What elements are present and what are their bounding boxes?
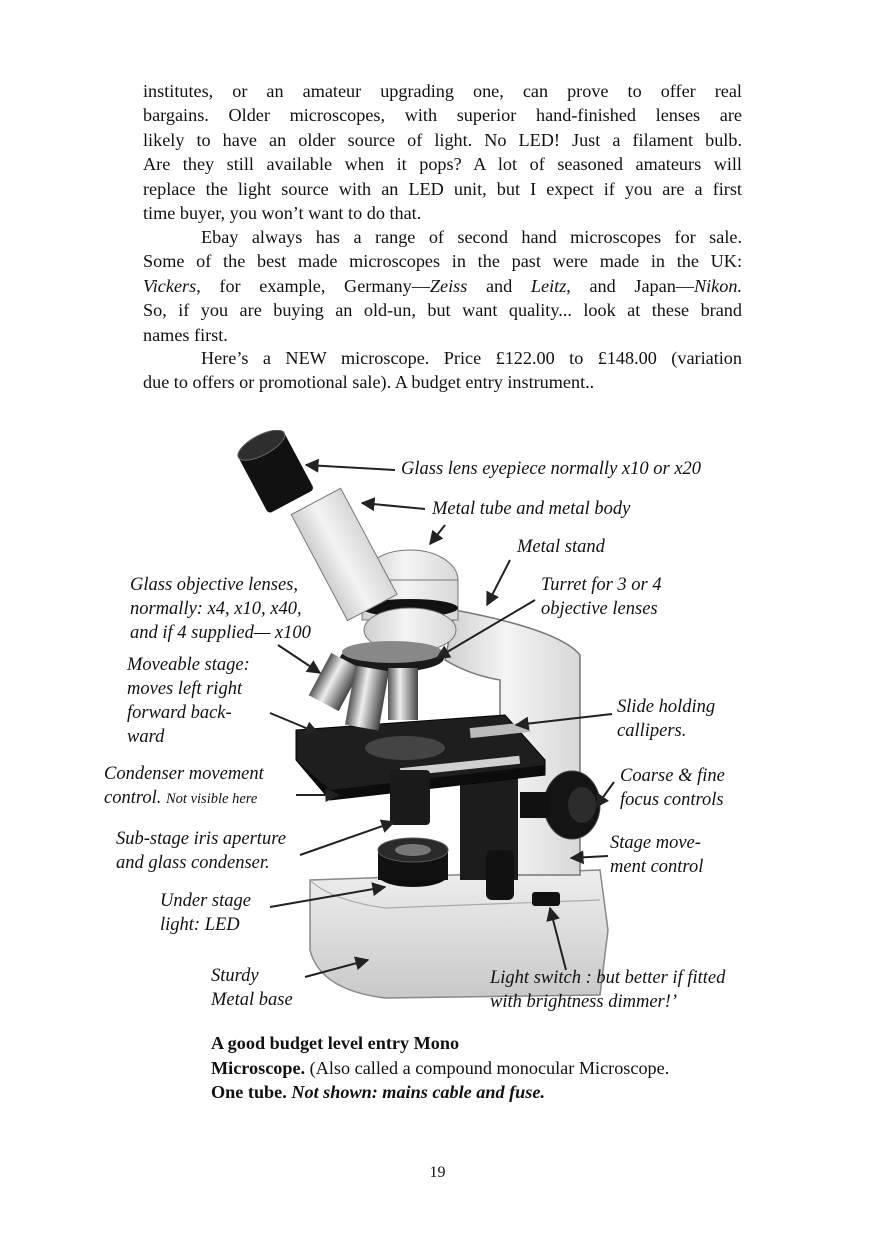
- label-line: Moveable stage:: [127, 655, 250, 675]
- caption-text: (Also called a compound monocular Microscope.: [305, 1057, 670, 1078]
- label-line: normally: x4, x10, x40,: [130, 599, 302, 619]
- text-line: replace the light source with an LED unit, but I expect if you are a first: [143, 178, 742, 199]
- caption-line: [211, 1080, 669, 1105]
- text-line: bargains. Older microscopes, with superior hand-finished lenses are: [143, 105, 742, 126]
- paragraph-3: [143, 346, 742, 395]
- label-stage: [127, 653, 250, 749]
- label-iris: [116, 827, 286, 875]
- text-line: names first.: [143, 324, 228, 345]
- label-line: Under stage: [160, 891, 251, 911]
- label-objectives: [130, 573, 311, 645]
- text-fragment: , and Japan—: [566, 275, 694, 296]
- label-line: and glass condenser.: [116, 853, 270, 873]
- label-line: [104, 786, 264, 811]
- label-eyepiece: Glass lens eyepiece normally x10 or x20: [401, 459, 702, 479]
- page-number: 19: [429, 1164, 446, 1181]
- label-switch: [490, 966, 725, 1014]
- label-line: Metal base: [211, 990, 293, 1010]
- label-line: Sturdy: [211, 966, 259, 986]
- label-line: Condenser movement: [104, 764, 264, 784]
- text-line: due to offers or promotional sale). A budget entry instrument..: [143, 372, 595, 393]
- label-line: forward back-: [127, 703, 232, 723]
- label-fragment: control.: [104, 788, 162, 808]
- text-line: Ebay always has a range of second hand microscopes for sale.: [201, 227, 742, 247]
- label-condenser-control: [104, 762, 264, 811]
- label-line: Sub-stage iris aperture: [116, 829, 286, 849]
- light-switch: [532, 892, 560, 906]
- figure-caption: [211, 1031, 669, 1105]
- label-line: moves left right: [127, 679, 243, 699]
- text-line: likely to have an older source of light. No LED! Just a filament bulb.: [143, 129, 742, 150]
- caption-bold: A good budget level entry Mono: [211, 1033, 460, 1053]
- text-line: Some of the best made microscopes in the past were made in the UK:: [143, 251, 742, 272]
- text-line: Are they still available when it pops? A lot of seasoned amateurs will: [143, 154, 742, 175]
- label-stand: Metal stand: [517, 537, 605, 557]
- label-line: focus controls: [620, 790, 724, 810]
- label-line: objective lenses: [541, 599, 658, 619]
- caption-bold: One tube.: [211, 1082, 287, 1102]
- label-base: [211, 964, 293, 1012]
- brand-vickers: Vickers: [143, 275, 197, 296]
- paragraph-1: [143, 79, 742, 225]
- paragraph-2: [143, 225, 742, 347]
- text-line: [143, 274, 742, 298]
- label-tube: Metal tube and metal body: [432, 499, 631, 519]
- caption-bold: Microscope.: [211, 1057, 306, 1078]
- not-visible-note: Not visible here: [166, 791, 258, 807]
- text-fragment: , for example, Germany—: [196, 275, 430, 296]
- label-turret: [541, 573, 662, 621]
- brand-zeiss: Zeiss: [429, 275, 468, 296]
- label-callipers: [617, 695, 715, 743]
- text-line: Here’s a NEW microscope. Price £122.00 to £148.00 (variation: [201, 348, 742, 368]
- label-line: Stage move-: [610, 833, 701, 853]
- label-line: callipers.: [617, 721, 687, 741]
- text-fragment: and: [467, 275, 531, 296]
- label-line: light: LED: [160, 915, 240, 935]
- caption-bold-italic: Not shown: mains cable and fuse.: [291, 1082, 545, 1102]
- label-line: ward: [127, 727, 165, 747]
- brand-nikon: Nikon.: [694, 275, 742, 296]
- label-line: Coarse & fine: [620, 766, 725, 786]
- label-focus: [620, 764, 725, 812]
- label-line: Glass objective lenses,: [130, 575, 298, 595]
- label-line: and if 4 supplied— x100: [130, 623, 311, 643]
- label-line: Slide holding: [617, 697, 716, 717]
- text-line: So, if you are buying an old-un, but want quality... look at these brand: [143, 300, 742, 321]
- microscope-figure: [0, 430, 875, 1030]
- text-line: institutes, or an amateur upgrading one, can prove to offer real: [143, 81, 742, 101]
- label-line: Turret for 3 or 4: [541, 575, 662, 595]
- label-stage-control: [610, 831, 703, 879]
- label-line: with brightness dimmer!’: [490, 992, 678, 1012]
- label-line: ment control: [610, 857, 704, 877]
- brand-leitz: Leitz: [530, 275, 567, 296]
- label-light: [160, 889, 251, 937]
- text-line: time buyer, you won’t want to do that.: [143, 203, 422, 224]
- label-line: Light switch : but better if fitted: [490, 968, 726, 988]
- caption-line: [211, 1031, 669, 1056]
- caption-line: [211, 1056, 669, 1081]
